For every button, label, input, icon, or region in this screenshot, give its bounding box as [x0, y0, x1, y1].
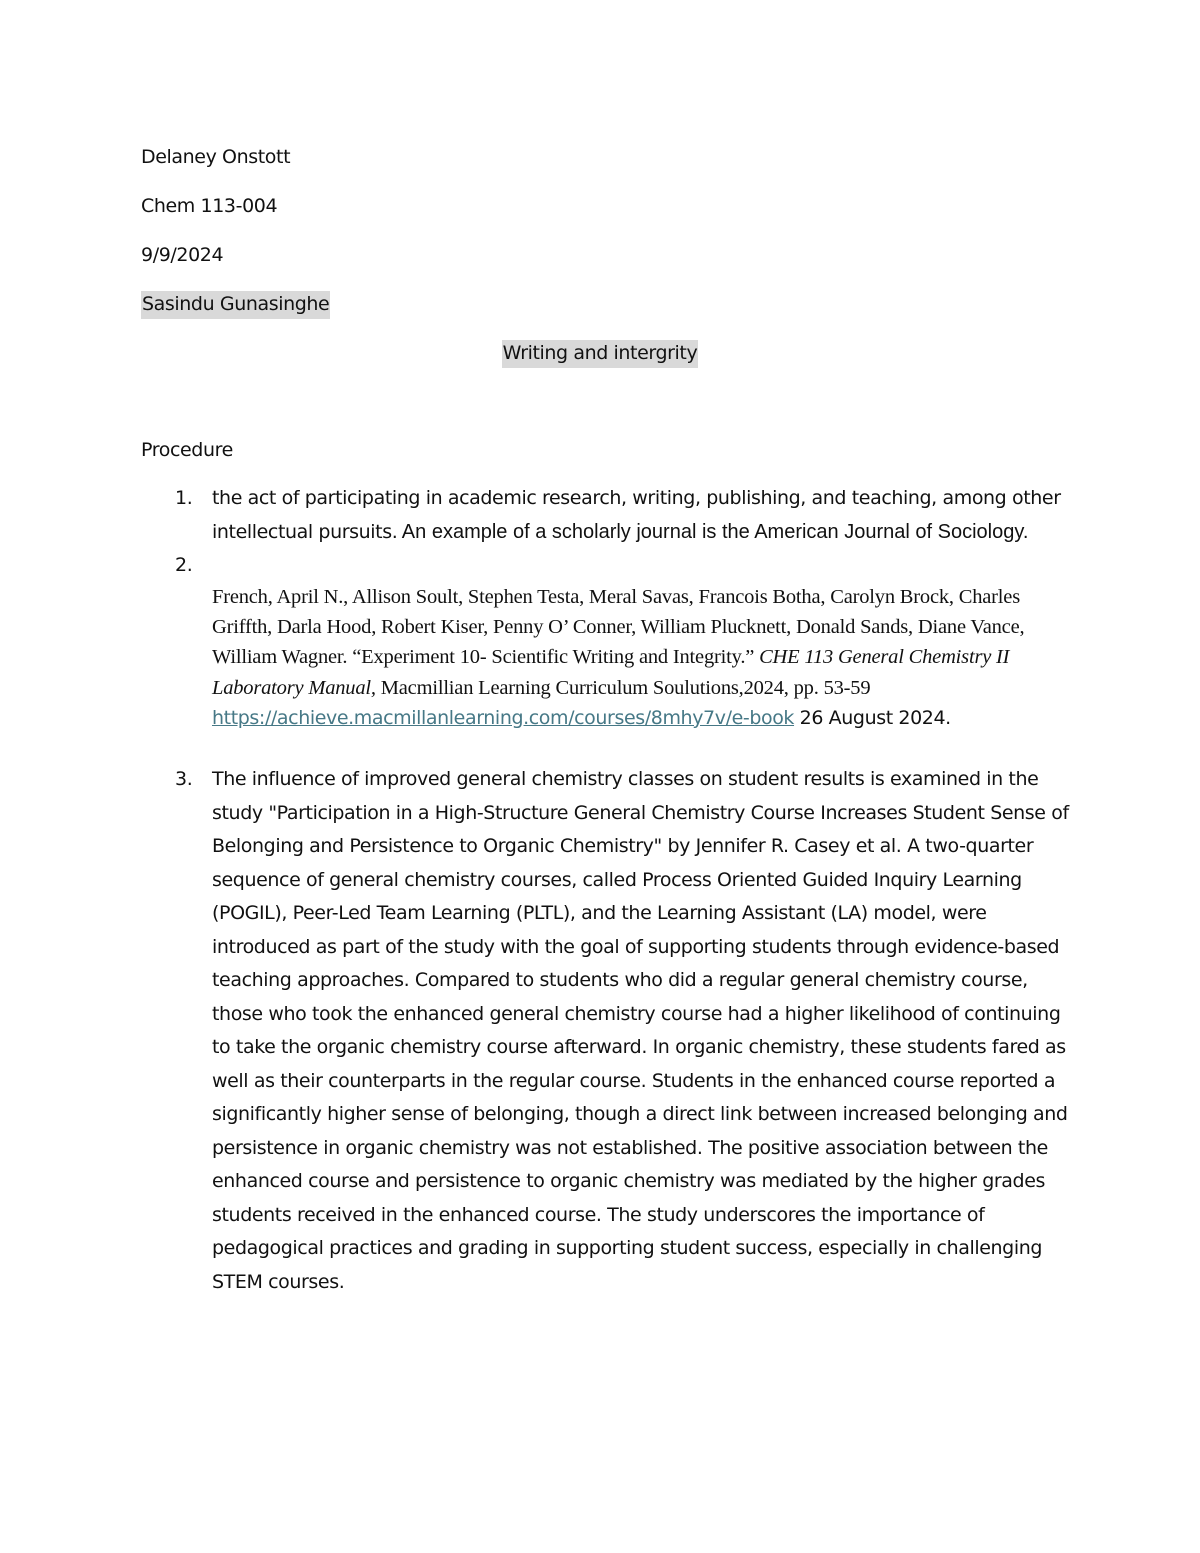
journal-example-text: An example of a scholarly journal is the American Journal of Sociology. — [397, 520, 1029, 543]
course-code: Chem 113-004 — [141, 195, 278, 217]
instructor-name-line — [141, 292, 330, 316]
citation — [212, 582, 1071, 733]
student-name: Delaney Onstott — [141, 146, 291, 168]
section-heading: Procedure — [141, 439, 233, 461]
list-item-1 — [141, 482, 1071, 549]
numbered-list — [141, 482, 1071, 1299]
document-title: Writing and intergrity — [502, 340, 699, 368]
document-date: 9/9/2024 — [141, 244, 224, 266]
study-summary-text: The influence of improved general chemistry classes on student results is examined in the study "Participation in a High-Structure General Chemistry Course Increases Student Sense of Belonging and Persistence to Organic Chemistry" by Jennifer R. Casey et al. A two-quarter sequence of general chemistry courses, called Process Oriented Guided Inquiry Learning (POGIL), Peer-Led Team Learning (PLTL), and the Learning Assistant (LA) model, were introduced as part of the study with the goal of supporting students through evidence-based teaching approaches. Compared to students who did a regular general chemistry course, those who took the enhanced general chemistry course had a higher likelihood of continuing to take the organic chemistry course afterward. In organic chemistry, these students fared as well as their counterparts in the regular course. Students in the enhanced course reported a significantly higher sense of belonging, though a direct link between increased belonging and persistence in organic chemistry was not established. The positive association between the enhanced course and persistence to organic chemistry was mediated by the higher grades students received in the enhanced course. The study underscores the importance of pedagogical practices and grading in supporting student success, especially in challenging STEM courses. — [212, 768, 1069, 1293]
definition-text: the act of participating in academic research, writing, publishing, and teaching, among other intellectual pursuits. — [212, 487, 1061, 543]
list-number: 1. — [175, 487, 193, 509]
citation-access-date: 26 August 2024. — [794, 706, 951, 729]
instructor-name: Sasindu Gunasinghe — [141, 291, 330, 319]
list-number: 3. — [175, 768, 193, 791]
document-title-line — [0, 341, 1200, 365]
citation-authors: French, April N., Allison Soult, Stephen Testa, Meral Savas, Francois Botha, Carolyn Brock, Charles Griffth, Darla Hood, Robert Kiser, Penny O’ Conner, William Plucknett, Donald Sands, Diane Vance, William Wagner. “Experiment 10- Scientific Writing and Integrity.” — [212, 586, 1025, 669]
citation-publisher: Macmillian Learning Curriculum Soulutions,2024, pp. 53-59 — [375, 676, 871, 699]
citation-link[interactable]: https://achieve.macmillanlearning.com/courses/8mhy7v/e-book — [212, 706, 795, 729]
citation-source: CHE 113 General Chemistry II Laboratory Manual, — [212, 646, 1010, 699]
list-item-text — [212, 482, 1071, 549]
list-number: 2. — [175, 554, 193, 576]
list-item-3 — [141, 763, 1071, 1299]
list-item-2 — [141, 549, 1071, 733]
